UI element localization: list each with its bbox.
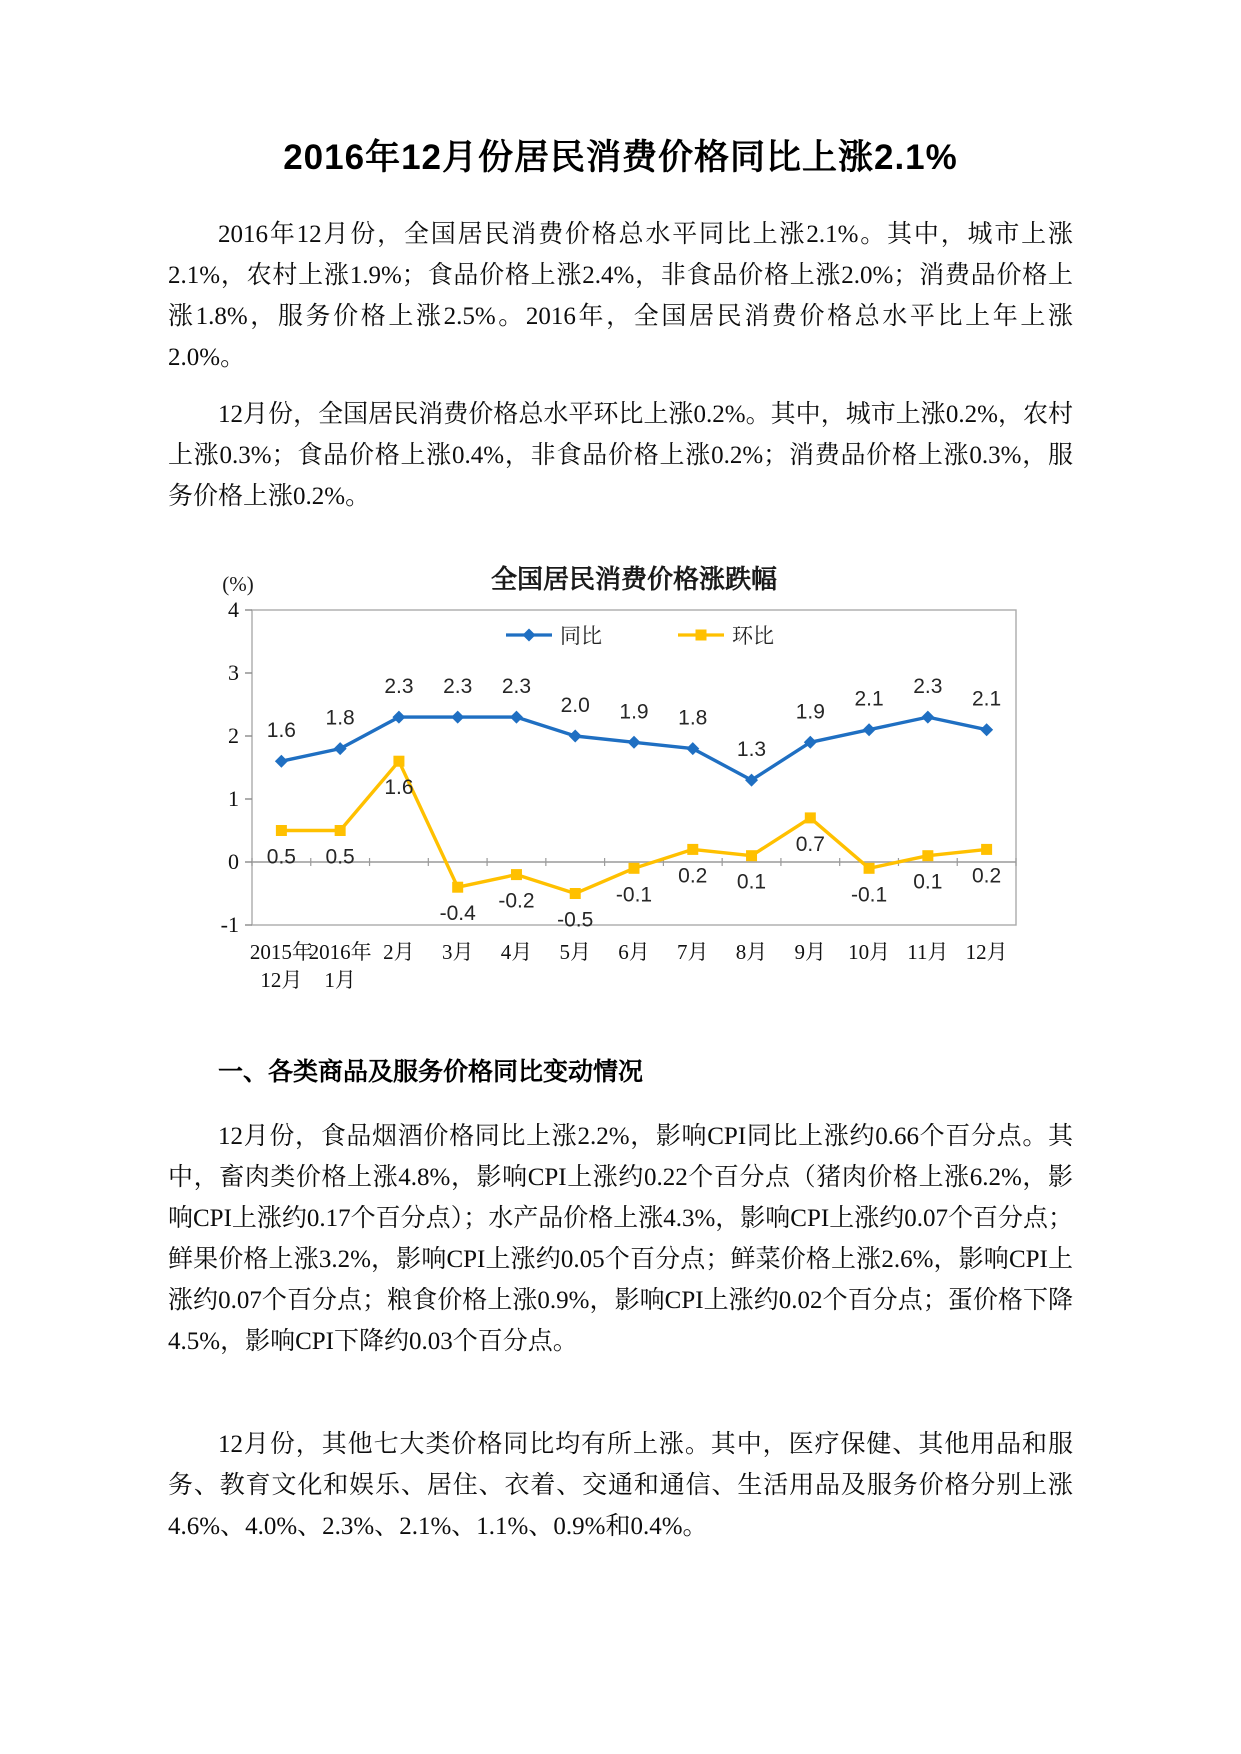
x-axis-label: 7月 bbox=[677, 940, 709, 964]
y-axis-label: 1 bbox=[228, 786, 239, 811]
diamond-marker bbox=[451, 711, 464, 724]
diamond-marker bbox=[863, 723, 876, 736]
square-marker bbox=[981, 844, 992, 855]
y-axis-label: 0 bbox=[228, 849, 239, 874]
chart-unit-label: (%) bbox=[222, 572, 254, 596]
x-axis-label: 11月 bbox=[907, 940, 949, 964]
cpi-line-chart bbox=[198, 545, 1078, 1010]
x-axis-label: 12月 bbox=[965, 940, 1008, 964]
legend-label-yoy: 同比 bbox=[560, 625, 602, 648]
x-axis-label: 2015年 12月 bbox=[249, 940, 313, 992]
x-axis-label: 2月 bbox=[383, 940, 415, 964]
diamond-marker bbox=[628, 736, 641, 749]
square-marker bbox=[335, 825, 346, 836]
x-axis-label: 9月 bbox=[794, 940, 827, 964]
square-marker bbox=[276, 825, 287, 836]
data-label: 1.3 bbox=[736, 738, 767, 762]
data-label: 2.3 bbox=[501, 675, 532, 699]
square-marker bbox=[570, 888, 581, 899]
diamond-marker bbox=[275, 755, 288, 768]
diamond-marker bbox=[523, 629, 536, 642]
data-label: 0.5 bbox=[266, 845, 296, 869]
data-label: 2.0 bbox=[560, 694, 590, 717]
data-label: -0.4 bbox=[439, 902, 476, 926]
x-axis-label: 10月 bbox=[848, 940, 891, 964]
data-label: 1.6 bbox=[384, 776, 414, 800]
data-label: 0.7 bbox=[795, 832, 825, 856]
square-marker bbox=[746, 850, 757, 861]
paragraph-other-categories: 12月份，其他七大类价格同比均有所上涨。其中，医疗保健、其他用品和服务、教育文化和娱乐、居住、衣着、交通和通信、生活用品及服务价格分别上涨4.6%、4.0%、2.3%、2.1%、1.1%、0.9%和0.4%。 bbox=[168, 1431, 1073, 1540]
square-marker bbox=[805, 812, 816, 823]
data-label: 0.5 bbox=[325, 845, 355, 869]
x-axis-label: 2016年 1月 bbox=[308, 940, 372, 992]
y-axis-label: 3 bbox=[228, 660, 239, 685]
diamond-marker bbox=[980, 723, 993, 736]
data-label: 2.1 bbox=[972, 687, 1002, 711]
data-label: 1.9 bbox=[795, 700, 825, 724]
diamond-marker bbox=[510, 711, 523, 724]
plot-frame bbox=[252, 610, 1016, 925]
y-axis-label: 2 bbox=[228, 723, 239, 748]
data-label: -0.1 bbox=[615, 883, 653, 907]
data-label: 1.6 bbox=[266, 719, 296, 743]
data-label: -0.1 bbox=[850, 883, 888, 907]
square-marker bbox=[864, 863, 875, 874]
y-axis-label: 4 bbox=[228, 597, 239, 622]
page-title: 2016年12月份居民消费价格同比上涨2.1% bbox=[283, 138, 958, 177]
square-marker bbox=[393, 756, 404, 767]
section-heading-1: 一、各类商品及服务价格同比变动情况 bbox=[218, 1058, 644, 1086]
x-axis-label: 8月 bbox=[735, 940, 768, 964]
diamond-marker bbox=[686, 742, 699, 755]
data-label: 0.2 bbox=[972, 864, 1002, 888]
data-label: 1.9 bbox=[619, 700, 649, 724]
cpi-chart-canvas bbox=[198, 545, 1078, 1010]
data-label: 1.8 bbox=[325, 706, 355, 730]
square-marker bbox=[922, 850, 933, 861]
square-marker bbox=[629, 863, 640, 874]
data-label: -0.5 bbox=[557, 908, 594, 932]
data-label: 0.1 bbox=[913, 870, 943, 894]
x-axis-label: 3月 bbox=[441, 940, 474, 964]
diamond-marker bbox=[921, 711, 934, 724]
paragraph-yoy-overview: 2016年12月份，全国居民消费价格总水平同比上涨2.1%。其中，城市上涨2.1%，农村上涨1.9%；食品价格上涨2.4%，非食品价格上涨2.0%；消费品价格上涨1.8%，服务价格上涨2.5%。2016年，全国居民消费价格总水平比上年上涨2.0%。 bbox=[168, 221, 1073, 371]
data-label: 1.8 bbox=[678, 706, 708, 730]
x-axis-label: 5月 bbox=[559, 940, 591, 964]
data-label: 2.3 bbox=[913, 675, 943, 699]
diamond-marker bbox=[334, 742, 347, 755]
data-label: 2.3 bbox=[384, 675, 414, 699]
square-marker bbox=[452, 882, 463, 893]
square-marker bbox=[687, 844, 698, 855]
data-label: 0.1 bbox=[736, 870, 767, 894]
x-axis-label: 6月 bbox=[618, 940, 650, 964]
chart-title: 全国居民消费价格涨跌幅 bbox=[490, 564, 778, 594]
data-label: 2.3 bbox=[443, 675, 473, 699]
paragraph-food-tobacco-detail: 12月份，食品烟酒价格同比上涨2.2%，影响CPI同比上涨约0.66个百分点。其中，畜肉类价格上涨4.8%，影响CPI上涨约0.22个百分点（猪肉价格上涨6.2%，影响CPI上涨约0.17个百分点）；水产品价格上涨4.3%，影响CPI上涨约0.07个百分点；鲜果价格上涨3.2%，影响CPI上涨约0.05个百分点；鲜菜价格上涨2.6%，影响CPI上涨约0.07个百分点；粮食价格上涨0.9%，影响CPI上涨约0.02个百分点；蛋价格下降4.5%，影响CPI下降约0.03个百分点。 bbox=[168, 1123, 1073, 1355]
diamond-marker bbox=[569, 730, 582, 743]
data-label: -0.2 bbox=[498, 889, 535, 913]
data-label: 0.2 bbox=[678, 864, 708, 888]
x-axis-label: 4月 bbox=[500, 940, 533, 964]
diamond-marker bbox=[392, 711, 405, 724]
paragraph-mom-overview: 12月份，全国居民消费价格总水平环比上涨0.2%。其中，城市上涨0.2%，农村上涨0.3%；食品价格上涨0.4%，非食品价格上涨0.2%；消费品价格上涨0.3%，服务价格上涨0.2%。 bbox=[168, 401, 1073, 510]
y-axis-label: -1 bbox=[220, 912, 239, 937]
data-label: 2.1 bbox=[854, 687, 884, 711]
square-marker bbox=[696, 630, 707, 641]
square-marker bbox=[511, 869, 522, 880]
legend-label-mom: 环比 bbox=[732, 625, 774, 648]
